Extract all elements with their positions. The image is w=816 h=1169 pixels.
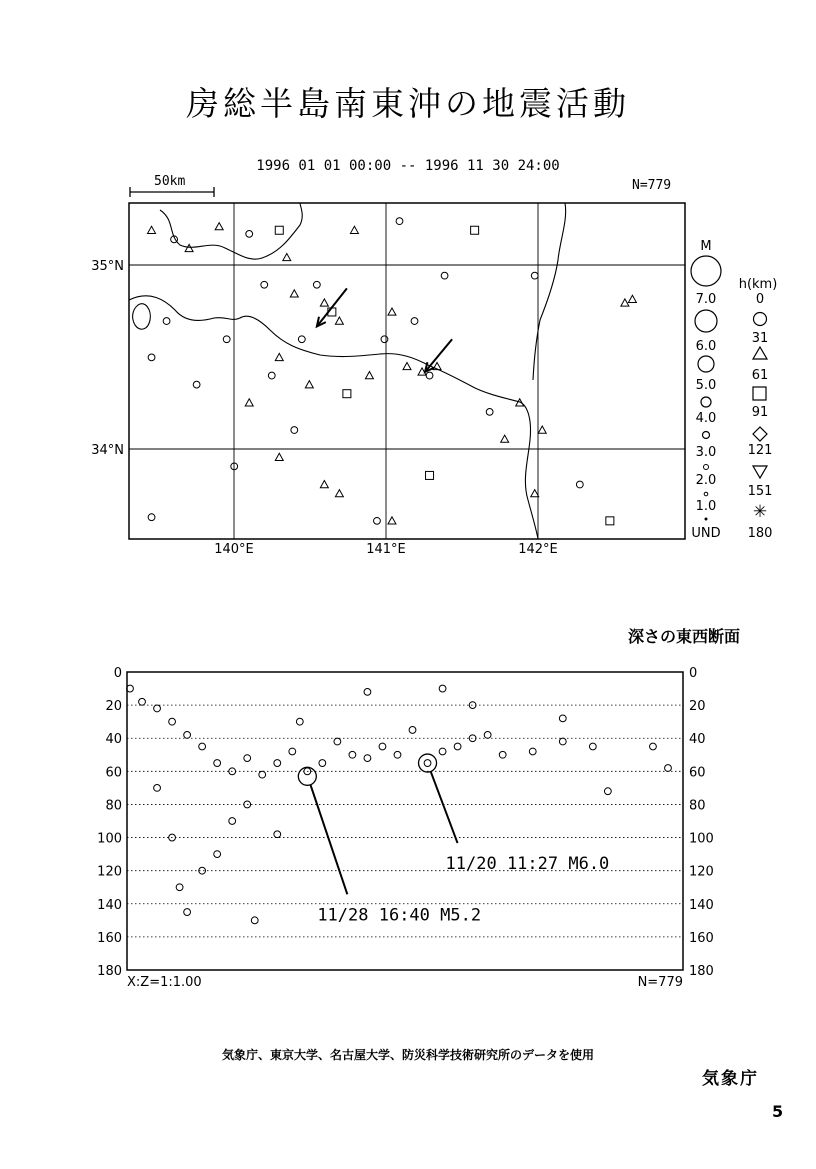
map-arrows (317, 288, 452, 372)
annotated-event-0 (419, 754, 437, 772)
coastline-boso (160, 203, 302, 259)
legend-square-symbol (753, 387, 766, 400)
map-event-6 (283, 253, 291, 260)
data-credit: 気象庁、東京大学、名古屋大学、防災科学技術研究所のデータを使用 (221, 1048, 594, 1062)
map-event-33 (148, 354, 155, 361)
depth-tick-left-180: 180 (97, 964, 122, 979)
xsec-event-33 (184, 909, 191, 916)
annotation-label-1: 11/28 16:40 M5.2 (317, 905, 482, 926)
xsec-event-1 (139, 698, 146, 705)
map-event-30 (223, 336, 230, 343)
map-event-35 (291, 427, 298, 434)
xsec-event-45 (559, 715, 566, 722)
trench-line (129, 296, 538, 539)
map-events (148, 218, 637, 525)
legend-circle-symbol (754, 313, 767, 326)
tick-34n: 34°N (91, 443, 124, 458)
legend-depth-151: 151 (747, 484, 773, 499)
depth-tick-right-0: 0 (689, 666, 698, 681)
xsec-event-4 (184, 732, 191, 739)
map-event-37 (335, 490, 343, 497)
map-event-18 (365, 372, 373, 379)
xsec-event-14 (334, 738, 341, 745)
annotation-leader-1 (310, 784, 347, 894)
xsec-event-43 (439, 685, 446, 692)
xsec-event-18 (394, 751, 401, 758)
xsec-count-label: N=779 (637, 975, 683, 990)
map-event-48 (621, 299, 629, 306)
legend-und-symbol (705, 518, 708, 521)
depth-cross-section (0, 650, 816, 995)
xsec-event-24 (484, 732, 491, 739)
xsec-event-36 (229, 818, 236, 825)
legend-star-symbol: ✳ (752, 502, 768, 522)
depth-tick-left-40: 40 (105, 732, 122, 748)
map-event-20 (403, 362, 411, 369)
map-event-41 (486, 408, 493, 415)
legend-m3-label: 3.0 (695, 445, 717, 460)
depth-tick-left-80: 80 (105, 798, 122, 814)
legend-triangle-down-symbol (753, 466, 767, 478)
legend-m1-label: 1.0 (695, 499, 717, 514)
map-event-31 (193, 381, 200, 388)
map-event-26 (441, 272, 448, 279)
tick-140e: 140°E (214, 542, 254, 557)
annotated-event-1 (298, 767, 316, 785)
xsec-event-11 (289, 748, 296, 755)
map-frame (129, 203, 685, 539)
legend-magnitude-title: M (700, 239, 712, 254)
xsec-event-20 (424, 760, 431, 767)
xsec-event-21 (439, 748, 446, 755)
legend-m1-symbol (704, 492, 708, 496)
depth-tick-left-100: 100 (97, 831, 122, 847)
tick-142e: 142°E (518, 542, 558, 557)
legend-und-label: UND (691, 526, 721, 541)
xsec-event-3 (169, 718, 176, 725)
depth-tick-labels (97, 666, 714, 979)
legend-m7-symbol (691, 256, 721, 286)
legend-depth-180: 180 (747, 526, 773, 541)
map-event-25 (388, 308, 396, 315)
xsec-event-10 (274, 760, 281, 767)
depth-tick-right-40: 40 (689, 732, 706, 748)
xsec-event-8 (244, 755, 251, 762)
map-scale-label: 50km (154, 174, 186, 189)
xsec-event-28 (589, 743, 596, 750)
legend-diamond-symbol (753, 427, 767, 441)
map-event-3 (215, 223, 223, 230)
map-event-8 (290, 290, 298, 297)
xsec-event-41 (296, 718, 303, 725)
legend-m3-symbol (703, 432, 710, 439)
depth-tick-right-180: 180 (689, 964, 714, 979)
depth-tick-right-120: 120 (689, 864, 714, 880)
legend-m2-label: 2.0 (695, 473, 717, 488)
annotation-leader-0 (431, 771, 458, 843)
legend-m5-label: 5.0 (695, 378, 717, 393)
map-event-15 (268, 372, 275, 379)
map-event-39 (388, 517, 396, 524)
tick-35n: 35°N (91, 259, 124, 274)
depth-tick-right-160: 160 (689, 930, 714, 946)
map-event-4 (246, 230, 253, 237)
map-event-24 (411, 318, 418, 325)
map-event-10 (320, 299, 328, 306)
map-event-12 (335, 317, 343, 324)
depth-tick-left-60: 60 (105, 765, 122, 781)
xsec-event-40 (154, 784, 161, 791)
legend-depth-121: 121 (747, 443, 773, 458)
xsec-event-16 (364, 755, 371, 762)
map-event-47 (576, 481, 583, 488)
map-event-53 (275, 453, 283, 460)
xsec-event-35 (214, 851, 221, 858)
map-event-28 (396, 218, 403, 225)
map-event-44 (538, 426, 546, 433)
page-number: 5 (772, 1102, 784, 1121)
xsec-event-46 (604, 788, 611, 795)
map-arrow-0 (317, 288, 347, 326)
legend-m6-symbol (695, 310, 717, 332)
legend-depth-31: 31 (751, 331, 769, 346)
xsec-event-5 (199, 743, 206, 750)
map-event-32 (163, 318, 170, 325)
xsec-event-13 (319, 760, 326, 767)
page-title: 房総半島南東沖の地震活動 (186, 84, 630, 123)
map-event-27 (471, 226, 479, 234)
map-count-label: N=779 (632, 178, 672, 193)
xsec-event-15 (349, 751, 356, 758)
depth-tick-left-0: 0 (113, 666, 122, 681)
depth-tick-right-20: 20 (689, 699, 706, 715)
coastline-island (133, 304, 151, 329)
cross-section-title: 深さの東西断面 (628, 627, 741, 646)
map-event-2 (185, 244, 193, 251)
map-event-45 (531, 490, 539, 497)
map-event-0 (148, 226, 156, 233)
map-event-16 (305, 381, 313, 388)
map-event-7 (261, 281, 268, 288)
map-event-29 (350, 226, 358, 233)
xsec-event-9 (259, 771, 266, 778)
xsec-event-39 (274, 831, 281, 838)
cross-section-annotations (298, 754, 609, 925)
xsec-event-22 (454, 743, 461, 750)
agency-name: 気象庁 (702, 1069, 759, 1089)
tick-141e: 141°E (366, 542, 406, 557)
xsec-event-42 (364, 688, 371, 695)
xsec-event-2 (154, 705, 161, 712)
map-event-17 (343, 390, 351, 398)
ratio-label: X:Z=1:1.00 (127, 975, 202, 990)
legend-depth-0: 0 (755, 292, 765, 307)
xsec-event-29 (650, 743, 657, 750)
legend-m6-label: 6.0 (695, 339, 717, 354)
map-event-38 (374, 517, 381, 524)
depth-tick-right-80: 80 (689, 798, 706, 814)
xsec-event-30 (665, 765, 672, 772)
map-event-5 (275, 226, 283, 234)
legend-m7-label: 7.0 (695, 292, 717, 307)
map-event-9 (313, 281, 320, 288)
xsec-event-19 (409, 727, 416, 734)
legend-depth-title: h(km) (738, 277, 778, 292)
map-event-19 (381, 336, 388, 343)
depth-gridlines (127, 705, 683, 937)
map-arrow-1 (425, 339, 452, 372)
map-event-34 (245, 399, 253, 406)
map-event-13 (298, 336, 305, 343)
legend-m4-label: 4.0 (695, 411, 717, 426)
map-event-46 (606, 517, 614, 525)
legend-m5-symbol (698, 356, 714, 372)
map-event-36 (320, 481, 328, 488)
annotation-label-0: 11/20 11:27 M6.0 (445, 854, 610, 875)
map-event-14 (275, 353, 283, 360)
xsec-event-27 (559, 738, 566, 745)
map-event-40 (426, 471, 434, 479)
map-event-49 (628, 295, 636, 302)
legend-depth-61: 61 (751, 368, 769, 383)
map-event-42 (501, 435, 509, 442)
legend-depth-91: 91 (751, 405, 769, 420)
xsec-event-6 (214, 760, 221, 767)
depth-tick-left-140: 140 (97, 897, 122, 913)
map-event-50 (531, 272, 538, 279)
depth-tick-right-140: 140 (689, 897, 714, 913)
xsec-event-38 (251, 917, 258, 924)
depth-tick-left-120: 120 (97, 864, 122, 880)
map-event-22 (426, 372, 433, 379)
depth-tick-right-60: 60 (689, 765, 706, 781)
legend-m2-symbol (704, 465, 709, 470)
legend-triangle-symbol (753, 347, 767, 359)
map-period: 1996 01 01 00:00 -- 1996 11 30 24:00 (256, 158, 560, 174)
legend-m4-symbol (701, 397, 711, 407)
xsec-event-25 (499, 751, 506, 758)
xsec-event-17 (379, 743, 386, 750)
depth-tick-left-20: 20 (105, 699, 122, 715)
depth-tick-left-160: 160 (97, 930, 122, 946)
depth-tick-right-100: 100 (689, 831, 714, 847)
xsec-event-32 (176, 884, 183, 891)
map-event-51 (148, 514, 155, 521)
xsec-event-26 (529, 748, 536, 755)
